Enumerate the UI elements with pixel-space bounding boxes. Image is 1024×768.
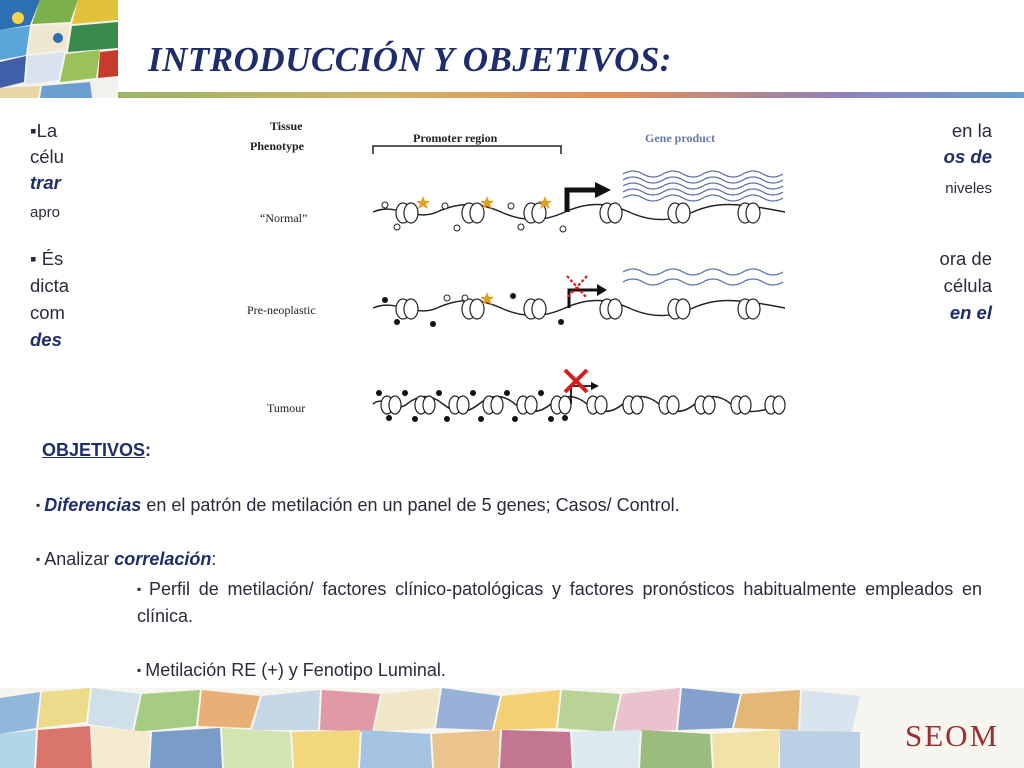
- objective-item-correlation: [36, 549, 216, 570]
- mosaic-decoration-top-left: [0, 0, 118, 98]
- bullet-marker: ▪: [36, 552, 41, 566]
- mosaic-decoration-bottom: [0, 688, 1024, 768]
- bullet-marker: ▪: [30, 248, 37, 269]
- figure-header-phenotype: Phenotype: [250, 139, 304, 153]
- objective-text-tail: :: [211, 549, 217, 569]
- row-label-pre-neoplastic: Pre-neoplastic: [247, 303, 316, 317]
- paragraph-text-fragment: dicta: [30, 275, 70, 296]
- dna-strand-pre-neoplastic: [373, 269, 785, 327]
- bullet-marker: ▪: [137, 582, 146, 596]
- paragraph-text-fragment: des: [30, 329, 62, 350]
- paragraph-text-fragment: ora de: [939, 248, 992, 269]
- figure-header-promoter: Promoter region: [413, 131, 498, 145]
- objective-subitem-methylation-profile: [137, 576, 982, 630]
- objective-text: Metilación RE (+) y Fenotipo Luminal.: [145, 660, 446, 680]
- objetivos-heading-text: OBJETIVOS: [42, 440, 146, 460]
- paragraph-text-fragment: os de: [943, 146, 992, 167]
- paragraph-text-fragment: La: [36, 120, 58, 141]
- dna-strand-normal: [373, 171, 785, 232]
- objective-item-differences: [36, 495, 680, 516]
- paragraph-text-fragment: en el: [949, 302, 992, 323]
- objective-text: Analizar: [44, 549, 115, 569]
- paragraph-text-fragment: niveles: [945, 180, 992, 197]
- slide-title: INTRODUCCIÓN Y OBJETIVOS:: [148, 40, 672, 79]
- paragraph-text-fragment: célu: [30, 146, 64, 167]
- paragraph-text-fragment: apro: [30, 204, 61, 221]
- dna-strand-tumour: [373, 370, 785, 422]
- objective-subitem-re-luminal: [137, 660, 446, 681]
- gene-product-wave: [623, 269, 783, 285]
- paragraph-text-fragment: en la: [951, 120, 992, 141]
- bullet-marker: ▪: [36, 498, 41, 512]
- repression-cross-icon: [565, 370, 587, 392]
- row-label-normal: “Normal”: [260, 211, 308, 225]
- paragraph-text-fragment: És: [41, 248, 64, 269]
- repression-cross-icon: [567, 276, 587, 298]
- title-underline-decoration: [118, 92, 1024, 98]
- objective-text: Perfil de metilación/ factores clínico-patológicas y factores pronósticos habitualmente empleados en clínica.: [137, 579, 982, 626]
- objective-emphasis: Diferencias: [44, 495, 142, 515]
- promoter-bracket: [373, 146, 561, 154]
- objective-emphasis: correlación: [114, 549, 212, 569]
- seom-logo: SEOM: [905, 718, 1000, 753]
- bullet-marker: ▪: [30, 120, 37, 141]
- bullet-marker: ▪: [137, 663, 142, 677]
- objective-text: en el patrón de metilación en un panel de 5 genes; Casos/ Control.: [141, 495, 680, 515]
- paragraph-text-fragment: célula: [943, 275, 992, 296]
- figure-header-gene-product: Gene product: [645, 131, 716, 145]
- paragraph-text-fragment: com: [30, 302, 65, 323]
- figure-header-tissue: Tissue: [270, 119, 303, 133]
- gene-product-wave: [623, 171, 783, 201]
- paragraph-text-fragment: trar: [30, 172, 61, 193]
- methylation-figure: [225, 112, 798, 434]
- objetivos-heading-colon: :: [145, 440, 152, 460]
- objetivos-heading: [42, 440, 151, 461]
- row-label-tumour: Tumour: [267, 401, 306, 415]
